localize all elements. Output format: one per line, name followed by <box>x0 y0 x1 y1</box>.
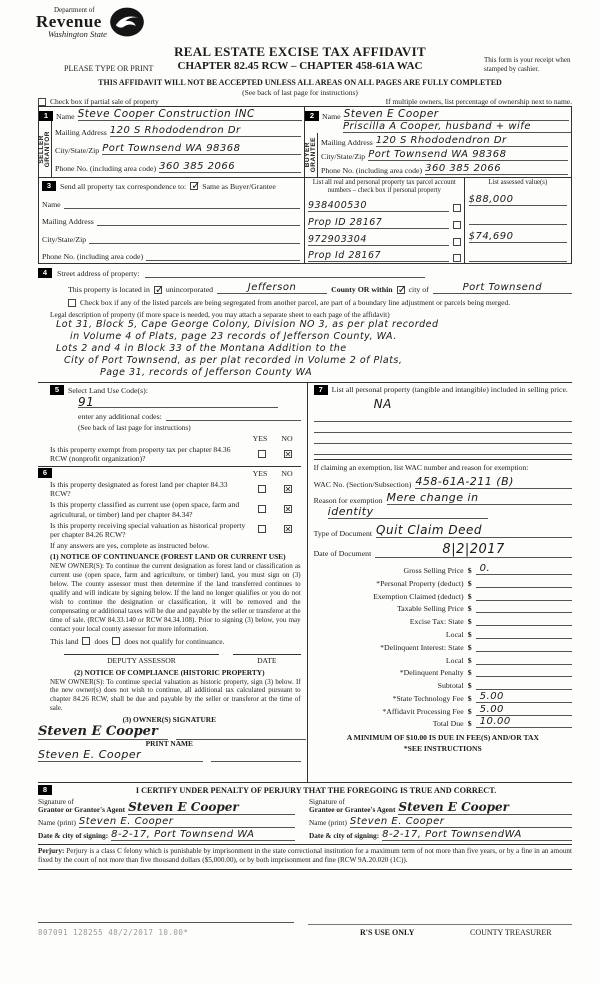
fee-amount-field[interactable] <box>476 653 572 665</box>
form-footer <box>0 884 600 984</box>
buyer-name-field[interactable]: Steven E Cooper <box>344 108 569 121</box>
street-address-label: Street address of property: <box>57 269 140 278</box>
fee-amount-field[interactable] <box>476 678 572 690</box>
corr-city-label: City/State/Zip <box>42 234 87 244</box>
fee-amount-field[interactable] <box>476 640 572 652</box>
fee-row <box>314 601 572 614</box>
treasurer-use-label: R'S USE ONLY <box>360 928 415 937</box>
section-3-badge: 3 <box>42 181 56 191</box>
buyer-phone-field[interactable]: 360 385 2066 <box>425 163 568 175</box>
fee-row <box>314 613 572 626</box>
does-not-qualify-checkbox[interactable] <box>112 637 120 645</box>
forest-land-section <box>38 466 301 762</box>
fee-label: Gross Selling Price <box>403 565 464 575</box>
same-as-buyer-label: Same as Buyer/Grantee <box>202 181 276 191</box>
notice-compliance-body: NEW OWNER(S): To continue special valuation as historic property, sign (3) below. If the new owner(s) does not wish to continue, all additional tax calculated pursuant to chapter 84.26 RCW, shall be due and payable by the seller or transferor at the time of sale. <box>50 677 301 713</box>
fee-row <box>314 562 572 575</box>
type-of-document-field[interactable]: Quit Claim Deed <box>376 523 572 538</box>
parcel-numbers-section <box>305 178 572 264</box>
reason-field-2[interactable]: identity <box>328 505 488 519</box>
reason-field[interactable]: Mere change in <box>387 491 572 505</box>
partial-sale-label: Check box if partial sale of property <box>50 97 159 106</box>
dollar-sign: $ <box>467 617 472 627</box>
assessed-value-field[interactable] <box>469 252 567 262</box>
fee-label: Subtotal <box>437 681 464 691</box>
dollar-sign: $ <box>467 604 472 614</box>
grantor-print-field[interactable]: Steven E. Cooper <box>79 816 295 828</box>
dollar-sign: $ <box>467 591 472 601</box>
logo-state-line: Washington State <box>48 29 107 39</box>
blank-line[interactable] <box>314 444 572 455</box>
city-of-label: city of <box>408 285 429 294</box>
dollar-sign: $ <box>467 642 472 652</box>
fee-amount-field[interactable]: 5.00 <box>476 691 572 703</box>
grantee-print-field[interactable]: Steven E. Cooper <box>350 816 572 828</box>
owner-signature-field-2[interactable] <box>176 730 306 740</box>
fee-label: Exemption Claimed (deduct) <box>373 591 464 601</box>
grantor-print-label: Name (print) <box>38 818 76 828</box>
forest-land-question: Is this property designated as forest land per chapter 84.33 RCW? <box>50 480 228 499</box>
does-qualify-checkbox[interactable] <box>82 637 90 645</box>
city-field[interactable]: Port Townsend <box>433 282 572 294</box>
section-8-badge: 8 <box>38 785 52 795</box>
acceptance-warning: THIS AFFIDAVIT WILL NOT BE ACCEPTED UNLESS ALL AREAS ON ALL PAGES ARE FULLY COMPLETED <box>98 78 502 87</box>
corr-mailing-label: Mailing Address <box>42 217 94 226</box>
parcel-number-field[interactable]: Prop ID 28167 <box>308 217 449 229</box>
fee-amount-field[interactable]: 10.00 <box>476 716 572 728</box>
no-header: NO <box>281 434 293 443</box>
logo-revenue-line: Revenue <box>36 12 102 31</box>
receipt-note: This form is your receipt when stamped by cashier. <box>484 56 571 74</box>
buyer-mailing-label: Mailing Address <box>321 138 373 147</box>
dollar-sign: $ <box>467 629 472 639</box>
buyer-name2-field[interactable]: Priscilla A Cooper, husband + wife <box>343 121 571 133</box>
fee-amount-field[interactable] <box>476 614 572 626</box>
historical-question: Is this property receiving special valuation as historical property per chapter 84.26 RCW? <box>50 520 246 539</box>
buyer-mailing-field[interactable]: 120 S Rhododendron Dr <box>376 135 568 147</box>
segregated-label: Check box if any of the listed parcels are being segregated from another parcel, are part of a boundary line adjustment or parcels being merged. <box>80 298 511 307</box>
q1-yes-checkbox[interactable] <box>258 485 266 493</box>
additional-codes-field[interactable] <box>166 411 301 421</box>
q3-no-checkbox[interactable] <box>284 525 292 533</box>
personal-property-label: List all personal property (tangible and intangible) included in selling price. <box>331 385 568 394</box>
fee-label: *Delinquent Interest: State <box>380 642 464 652</box>
correspondence-label: Send all property tax correspondence to: <box>60 181 187 191</box>
land-use-code-underline <box>78 407 278 408</box>
seller-city-label: City/State/Zip <box>55 146 100 155</box>
wac-label: WAC No. (Section/Subsection) <box>313 480 412 490</box>
see-back-note: (See back of last page for instructions) <box>78 423 191 432</box>
deputy-assessor-line[interactable]: DEPUTY ASSESSOR <box>64 654 219 665</box>
buyer-section <box>305 106 572 178</box>
partial-sale-row <box>38 97 572 106</box>
fee-row <box>314 716 572 729</box>
parcel-number-field[interactable]: 938400530 <box>308 200 449 212</box>
fee-row <box>314 575 572 588</box>
section-5-badge: 5 <box>50 385 64 395</box>
print-name-field-2[interactable] <box>211 752 301 762</box>
fee-label: Total Due <box>432 719 464 729</box>
this-land-label: This land <box>50 636 79 646</box>
left-column <box>38 383 308 782</box>
tax-correspondence-section <box>38 178 305 264</box>
dor-swirl-icon <box>109 6 145 38</box>
fee-amount-field[interactable]: 0. <box>476 563 572 575</box>
notice-continuance-body: NEW OWNER(S): To continue the current designation as forest land or classification as current use (open space, farm and agriculture, or timber) land, you must sign on (3) below. The county assessor must then determine if the land transferred continues to qualify and will indicate by signing below. If the land no longer qualifies or you do not wish to continue the designation or classification, it will be removed and the compensating or additional taxes will be due and payable by the seller or transferor at the time of sale. (RCW 84.33.140 or RCW 84.34.108). Prior to signing (3) below, you may contact your local county assessor for more information. <box>50 561 301 633</box>
legal-description-field[interactable]: Lot 31, Block 5, Cape George Colony, Division NO 3, as per plat recorded in Volume 4 of Plats, page 23 records of Jefferson County, WA. Lots 2 and 4 in Block 33 of the Montana Addition to the City of Port Townsend, as per plat recorded in Volume 2 of Plats, Page 31, records of Jefferson County WA <box>56 319 439 378</box>
q3-yes-checkbox[interactable] <box>258 525 266 533</box>
fee-row <box>314 652 572 665</box>
grantor-date-field[interactable]: 8-2-17, Port Townsend WA <box>111 829 295 841</box>
dollar-sign: $ <box>467 565 472 575</box>
corr-phone-field[interactable] <box>146 251 300 261</box>
wac-number-field[interactable]: 458-61A-211 (B) <box>415 475 572 489</box>
seller-mailing-label: Mailing Address <box>55 128 107 137</box>
dollar-sign: $ <box>467 681 472 691</box>
personal-property-checkbox[interactable] <box>453 204 461 212</box>
fee-amount-field[interactable] <box>476 627 572 639</box>
certification-section <box>38 782 572 884</box>
grantor-signature-block <box>38 797 305 841</box>
grantor-date-label: Date & city of signing: <box>38 831 109 841</box>
seller-city-field[interactable]: Port Townsend WA 98368 <box>102 143 301 155</box>
does-label: does <box>94 636 109 646</box>
notice-compliance-title: (2) NOTICE OF COMPLIANCE (HISTORIC PROPERTY) <box>74 667 265 677</box>
personal-property-checkbox[interactable] <box>453 238 461 246</box>
personal-property-checkbox[interactable] <box>453 221 461 229</box>
fee-label: Local <box>445 629 464 639</box>
grantee-date-field[interactable]: 8-2-17, Port TownsendWA <box>382 829 572 841</box>
buyer-phone-label: Phone No. (including area code) <box>321 166 423 175</box>
fee-row <box>314 690 572 703</box>
dollar-sign: $ <box>467 655 472 665</box>
notice-continuance-title: (1) NOTICE OF CONTINUANCE (FOREST LAND OR CURRENT USE) <box>50 551 286 561</box>
same-as-buyer-checkbox[interactable] <box>190 182 198 190</box>
unincorporated-checkbox[interactable] <box>154 286 162 294</box>
multiple-owners-note: If multiple owners, list percentage of ownership next to name. <box>385 97 572 106</box>
cashier-stamp: 807091 128255 48/2/2017 10.00* <box>38 928 189 937</box>
q2-no-checkbox[interactable] <box>284 505 292 513</box>
owner-signature-field[interactable]: Steven E Cooper <box>38 724 168 740</box>
fee-label: *Delinquent Penalty <box>399 668 464 678</box>
corr-mailing-field[interactable] <box>97 216 300 226</box>
county-field[interactable]: Jefferson <box>217 282 327 294</box>
dollar-sign: $ <box>467 706 472 716</box>
grantee-signature-field[interactable]: Steven E Cooper <box>398 800 572 815</box>
exempt-yes-checkbox[interactable] <box>258 450 266 458</box>
section-7-badge: 7 <box>314 385 328 395</box>
grantor-signature-field[interactable]: Steven E Cooper <box>128 800 295 815</box>
parcel-header: List all real and personal property tax parcel account numbers – check box if personal property <box>312 179 456 195</box>
grantee-date-label: Date & city of signing: <box>309 831 380 841</box>
buyer-city-label: City/State/Zip <box>321 152 366 161</box>
blank-line[interactable] <box>314 422 572 433</box>
fee-row <box>314 677 572 690</box>
county-or-label: County OR within <box>331 285 393 294</box>
additional-codes-label: enter any additional codes: <box>78 412 162 421</box>
seller-section <box>38 106 305 178</box>
county-treasurer-label: COUNTY TREASURER <box>470 928 552 937</box>
reason-label: Reason for exemption <box>313 496 383 506</box>
fee-amount-field[interactable] <box>476 589 572 601</box>
dollar-sign: $ <box>467 693 472 703</box>
parcel-number-field[interactable]: 972903304 <box>308 234 449 246</box>
footer-rule-left <box>38 922 294 923</box>
deputy-date-line[interactable]: DATE <box>233 654 301 665</box>
yes-header: YES <box>252 468 268 478</box>
print-name-field[interactable]: Steven E. Cooper <box>38 748 203 762</box>
personal-property-field[interactable]: NA <box>373 397 392 412</box>
section-2-badge: 2 <box>305 111 319 121</box>
seller-grantor-vertical-label: SELLER GRANTOR <box>39 121 52 177</box>
fee-label: *Personal Property (deduct) <box>376 578 464 588</box>
legal-description-label: Legal description of property (if more space is needed, you may attach a separate sheet to each page of the affidavit) <box>50 310 390 319</box>
seller-name-field[interactable]: Steve Cooper Construction INC <box>78 108 302 121</box>
dor-logo <box>36 6 145 39</box>
land-use-label: Select Land Use Code(s): <box>68 385 148 395</box>
fees-table <box>314 562 572 728</box>
blank-line[interactable] <box>314 433 572 444</box>
exemption-section <box>314 459 572 519</box>
yes-header: YES <box>252 434 268 443</box>
unincorporated-label: unincorporated <box>165 285 214 294</box>
fee-label: Excise Tax: State <box>409 617 464 627</box>
form-header <box>0 0 600 106</box>
dollar-sign: $ <box>467 668 472 678</box>
minimum-fee-note: A MINIMUM OF $10.00 IS DUE IN FEE(S) AND/OR TAX *SEE INSTRUCTIONS <box>346 733 539 753</box>
assessed-value-field[interactable]: $88,000 <box>469 194 567 206</box>
exempt-no-checkbox[interactable] <box>284 450 292 458</box>
instructions-note: (See back of last page for instructions) <box>242 88 358 97</box>
print-name-label: PRINT NAME <box>145 739 193 749</box>
certify-statement: I CERTIFY UNDER PENALTY OF PERJURY THAT THE FOREGOING IS TRUE AND CORRECT. <box>135 785 497 795</box>
corr-name-label: Name <box>42 199 61 209</box>
exempt-question: Is this property exempt from property tax per chapter 84.36 RCW (nonprofit organization)? <box>50 445 231 464</box>
section-1-badge: 1 <box>39 111 53 121</box>
dollar-sign: $ <box>467 719 472 729</box>
perjury-statement: Perjury: Perjury is a class C felony which is punishable by imprisonment in the state correctional institution for a maximum term of not more than five years, or by a fine in an amount fixed by the court of not more than five thousand dollars ($5,000.00), or by both imprisonment and fine (RCW 9A.20.020 (1C)). <box>38 844 572 870</box>
assessed-value-field[interactable] <box>469 215 567 225</box>
land-use-code-field[interactable]: 91 <box>78 395 95 409</box>
seller-phone-label: Phone No. (including area code) <box>55 164 157 173</box>
fee-row <box>314 626 572 639</box>
current-use-question: Is this property classified as current use (open space, farm and agricultural, or timber) land per chapter 84.34? <box>50 500 240 519</box>
footer-rule-right <box>308 924 572 925</box>
partial-sale-checkbox[interactable] <box>38 98 46 106</box>
fee-amount-field[interactable] <box>476 576 572 588</box>
type-or-print-note: PLEASE TYPE OR PRINT <box>64 64 154 73</box>
date-of-document-label: Date of Document <box>313 549 372 559</box>
fee-row <box>314 588 572 601</box>
personal-property-checkbox[interactable] <box>453 254 461 262</box>
grantor-sig-label: Signature of Grantor or Grantor's Agent <box>38 797 126 815</box>
fee-amount-field[interactable] <box>476 601 572 613</box>
logo-dept-line: Department of <box>54 6 95 14</box>
if-yes-note: If any answers are yes, complete as instructed below. <box>50 540 210 550</box>
fee-amount-field[interactable]: 5.00 <box>476 704 572 716</box>
corr-name-field[interactable] <box>64 199 300 209</box>
fee-amount-field[interactable] <box>476 665 572 677</box>
street-address-field[interactable] <box>145 268 425 278</box>
corr-phone-label: Phone No. (including area code) <box>42 252 144 261</box>
dor-logo-text <box>36 6 107 39</box>
form-title: REAL ESTATE EXCISE TAX AFFIDAVIT <box>174 44 426 59</box>
q2-yes-checkbox[interactable] <box>258 505 266 513</box>
located-in-label: This property is located in <box>68 285 150 294</box>
fee-row <box>314 703 572 716</box>
grantee-print-label: Name (print) <box>309 818 347 828</box>
buyer-city-field[interactable]: Port Townsend WA 98368 <box>368 149 568 161</box>
form-subtitle: CHAPTER 82.45 RCW – CHAPTER 458-61A WAC <box>177 60 423 72</box>
fee-row <box>314 639 572 652</box>
blank-line[interactable] <box>314 411 572 422</box>
buyer-grantee-vertical-label: BUYER GRANTEE <box>305 133 318 177</box>
seller-mailing-field[interactable]: 120 S Rhododendron Dr <box>110 125 301 137</box>
corr-city-field[interactable] <box>89 234 300 244</box>
fee-label: *State Technology Fee <box>392 693 464 703</box>
no-header: NO <box>281 468 293 478</box>
type-of-document-label: Type of Document <box>313 529 373 539</box>
does-not-label: does not qualify for continuance. <box>124 636 225 646</box>
right-column <box>308 383 572 782</box>
seller-phone-field[interactable]: 360 385 2066 <box>159 161 301 173</box>
dollar-sign: $ <box>467 578 472 588</box>
city-checkbox[interactable] <box>397 286 405 294</box>
grantee-signature-block <box>305 797 572 841</box>
fee-label: *Affidavit Processing Fee <box>382 706 464 716</box>
section-6-badge: 6 <box>38 468 52 478</box>
section-4-badge: 4 <box>38 268 52 278</box>
fee-label: Taxable Selling Price <box>397 604 464 614</box>
grantee-sig-label: Signature of Grantee or Grantee's Agent <box>309 797 396 815</box>
q1-no-checkbox[interactable] <box>284 485 292 493</box>
fee-row <box>314 665 572 678</box>
owners-signature-label: (3) OWNER(S) SIGNATURE <box>122 715 217 725</box>
buyer-name-label: Name <box>322 112 341 121</box>
date-of-document-field[interactable]: 8|2|2017 <box>375 542 572 558</box>
segregated-checkbox[interactable] <box>68 299 76 307</box>
parcel-number-field[interactable]: Prop Id 28167 <box>308 250 449 262</box>
exemption-header: If claiming an exemption, list WAC number and reason for exemption: <box>313 463 529 473</box>
assessed-value-field[interactable]: $74,690 <box>469 231 567 243</box>
property-address-section <box>38 264 572 382</box>
fee-label: Local <box>445 655 464 665</box>
seller-name-label: Name <box>56 112 75 121</box>
assessed-values-header: List assessed value(s) <box>488 179 548 186</box>
